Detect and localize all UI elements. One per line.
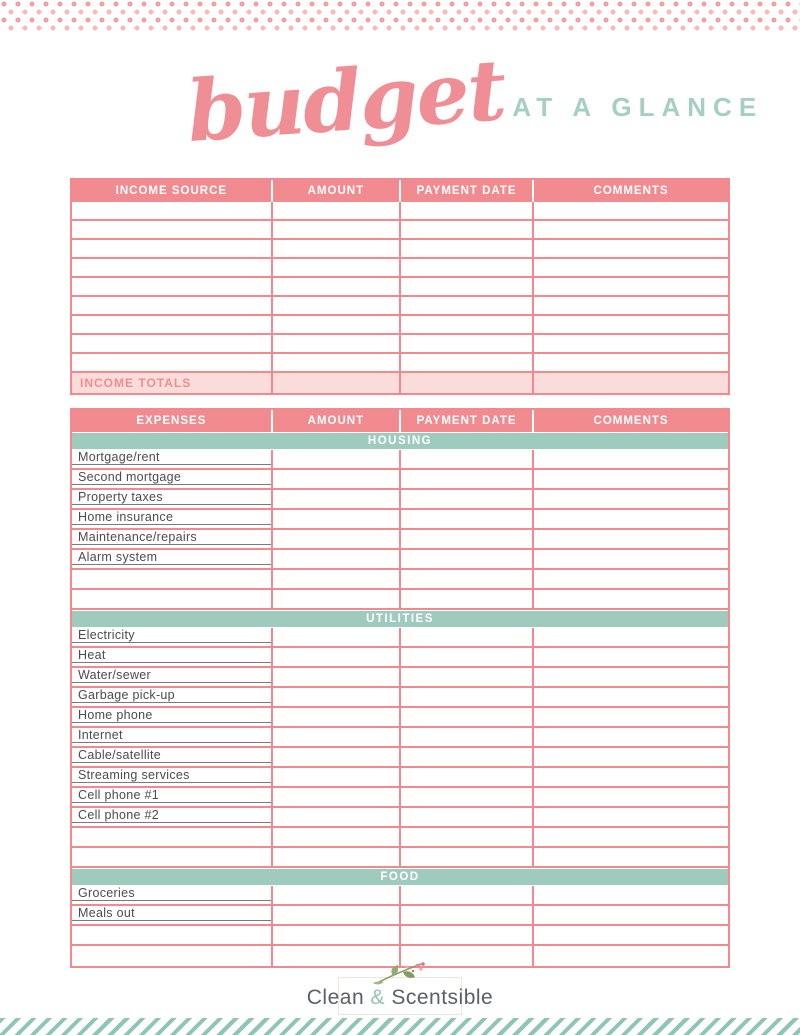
expense-row-mortgage-rent [72, 450, 728, 470]
income-cell [271, 297, 399, 314]
expense-cell [532, 728, 728, 746]
expense-cell [532, 768, 728, 786]
expense-label-streaming-services: Streaming services [72, 768, 271, 786]
expense-label-cell-phone-1: Cell phone #1 [72, 788, 271, 806]
expense-label-electricity: Electricity [72, 628, 271, 646]
brand-word-scentsible: Scentsible [391, 986, 494, 1009]
polka-dot-border [0, 0, 800, 33]
income-cell [72, 335, 271, 352]
expense-row-cell-phone-2 [72, 808, 728, 828]
expense-cell [532, 886, 728, 904]
income-totals-cell [399, 373, 532, 393]
floral-sprig-icon [371, 960, 429, 986]
section-band-food: FOOD [72, 868, 728, 886]
expense-cell [271, 906, 399, 924]
income-empty-row [72, 259, 728, 278]
income-cell [532, 221, 728, 238]
expense-cell [399, 728, 532, 746]
expenses-header-comments: COMMENTS [532, 410, 728, 432]
expense-row-alarm-system [72, 550, 728, 570]
brand-ampersand: & [370, 986, 385, 1009]
section-band-utilities: UTILITIES [72, 610, 728, 628]
expense-label-maintenance-repairs: Maintenance/repairs [72, 530, 271, 548]
expense-cell [271, 848, 399, 866]
income-empty-row [72, 297, 728, 316]
expense-cell [271, 828, 399, 846]
expense-cell [532, 510, 728, 528]
income-header-payment-date: PAYMENT DATE [399, 180, 532, 202]
expense-cell [532, 648, 728, 666]
expense-row-home-phone [72, 708, 728, 728]
expense-cell [271, 530, 399, 548]
expense-row-water-sewer [72, 668, 728, 688]
income-empty-row [72, 278, 728, 297]
income-cell [532, 297, 728, 314]
income-cell [399, 335, 532, 352]
expense-cell [271, 688, 399, 706]
expense-cell [532, 668, 728, 686]
expense-cell [399, 450, 532, 468]
income-cell [271, 202, 399, 219]
expense-cell [271, 590, 399, 608]
income-cell [532, 259, 728, 276]
expense-cell [532, 490, 728, 508]
expenses-header-row [72, 410, 728, 432]
expense-cell [271, 490, 399, 508]
expense-empty-row [72, 828, 728, 848]
income-cell [399, 202, 532, 219]
expense-row-second-mortgage [72, 470, 728, 490]
expense-label-groceries: Groceries [72, 886, 271, 904]
expense-row-cable-satellite [72, 748, 728, 768]
income-cell [532, 240, 728, 257]
expense-cell [399, 590, 532, 608]
expense-cell [399, 926, 532, 944]
income-cell [532, 278, 728, 295]
income-empty-row [72, 240, 728, 259]
income-cell [72, 297, 271, 314]
income-cell [72, 259, 271, 276]
income-header-row [72, 180, 728, 202]
expense-cell [271, 926, 399, 944]
diagonal-stripe-border [0, 1018, 800, 1035]
expense-label-cable-satellite: Cable/satellite [72, 748, 271, 766]
expense-cell [399, 708, 532, 726]
expense-row-heat [72, 648, 728, 668]
expense-cell [271, 470, 399, 488]
expense-row-property-taxes [72, 490, 728, 510]
expense-cell [399, 828, 532, 846]
brand-text [307, 986, 493, 1014]
income-cell [399, 278, 532, 295]
income-cell [532, 335, 728, 352]
expense-cell [72, 570, 271, 588]
section-band-housing: HOUSING [72, 432, 728, 450]
expense-row-internet [72, 728, 728, 748]
expense-row-cell-phone-1 [72, 788, 728, 808]
expense-cell [532, 470, 728, 488]
income-cell [72, 221, 271, 238]
income-cell [271, 354, 399, 371]
income-cell [399, 221, 532, 238]
expense-cell [399, 848, 532, 866]
expense-cell [399, 788, 532, 806]
income-cell [72, 278, 271, 295]
expense-cell [399, 886, 532, 904]
page-title [0, 38, 800, 163]
income-cell [271, 221, 399, 238]
income-cell [271, 278, 399, 295]
expense-cell [532, 590, 728, 608]
expense-cell [271, 648, 399, 666]
expense-cell [271, 708, 399, 726]
brand-word-clean: Clean [306, 986, 365, 1009]
expense-empty-row [72, 590, 728, 610]
income-totals-label: INCOME TOTALS [80, 376, 192, 390]
income-header-amount: AMOUNT [271, 180, 399, 202]
expense-row-home-insurance [72, 510, 728, 530]
expense-cell [532, 808, 728, 826]
title-caps-at-a-glance: AT A GLANCE [512, 92, 764, 122]
income-empty-row [72, 316, 728, 335]
expense-empty-row [72, 926, 728, 946]
expense-label-meals-out: Meals out [72, 906, 271, 924]
expense-cell [532, 550, 728, 568]
expense-cell [72, 926, 271, 944]
expense-label-property-taxes: Property taxes [72, 490, 271, 508]
expense-cell [399, 550, 532, 568]
income-empty-row [72, 335, 728, 354]
expense-row-streaming-services [72, 768, 728, 788]
expense-empty-row [72, 570, 728, 590]
expense-label-garbage-pick-up: Garbage pick-up [72, 688, 271, 706]
expense-row-electricity [72, 628, 728, 648]
income-totals-row [72, 373, 728, 393]
expense-cell [271, 668, 399, 686]
expense-empty-row [72, 848, 728, 868]
expense-cell [271, 728, 399, 746]
income-cell [399, 354, 532, 371]
expense-cell [532, 788, 728, 806]
expense-cell [271, 748, 399, 766]
income-cell [72, 202, 271, 219]
expense-cell [271, 570, 399, 588]
expense-cell [271, 510, 399, 528]
expense-cell [399, 668, 532, 686]
expense-cell [271, 788, 399, 806]
expense-label-heat: Heat [72, 648, 271, 666]
income-empty-row [72, 354, 728, 373]
income-cell [399, 240, 532, 257]
expense-label-cell-phone-2: Cell phone #2 [72, 808, 271, 826]
expense-cell [532, 848, 728, 866]
expense-cell [72, 590, 271, 608]
expense-cell [399, 530, 532, 548]
income-table [70, 178, 730, 395]
expense-cell [399, 490, 532, 508]
income-cell [532, 316, 728, 333]
expense-cell [271, 550, 399, 568]
expense-row-garbage-pick-up [72, 688, 728, 708]
expense-cell [532, 450, 728, 468]
income-cell [399, 259, 532, 276]
income-cell [399, 297, 532, 314]
expense-cell [399, 470, 532, 488]
expense-cell [399, 648, 532, 666]
income-cell [72, 354, 271, 371]
expense-cell [532, 828, 728, 846]
expense-cell [532, 906, 728, 924]
expense-cell [532, 628, 728, 646]
income-cell [271, 259, 399, 276]
income-cell [532, 202, 728, 219]
expense-cell [399, 748, 532, 766]
expense-cell [271, 628, 399, 646]
expense-cell [271, 768, 399, 786]
expense-label-internet: Internet [72, 728, 271, 746]
expense-label-alarm-system: Alarm system [72, 550, 271, 568]
income-cell [271, 335, 399, 352]
income-totals-cell [532, 373, 728, 393]
expense-label-home-insurance: Home insurance [72, 510, 271, 528]
income-header-income-source: INCOME SOURCE [115, 185, 228, 197]
expense-cell [399, 808, 532, 826]
expense-label-mortgage-rent: Mortgage/rent [72, 450, 271, 468]
income-header-comments: COMMENTS [532, 180, 728, 202]
expense-cell [532, 708, 728, 726]
expense-cell [399, 628, 532, 646]
income-cell [271, 316, 399, 333]
income-empty-row [72, 221, 728, 240]
expense-cell [72, 828, 271, 846]
expense-cell [399, 510, 532, 528]
expense-row-meals-out [72, 906, 728, 926]
expense-cell [271, 808, 399, 826]
income-cell [271, 240, 399, 257]
expense-row-groceries [72, 886, 728, 906]
income-cell [532, 354, 728, 371]
expenses-header-amount: AMOUNT [271, 410, 399, 432]
expense-cell [399, 906, 532, 924]
expense-cell [271, 886, 399, 904]
income-totals-cell [271, 373, 399, 393]
expense-cell [399, 570, 532, 588]
expenses-table [70, 408, 730, 968]
expense-cell [399, 768, 532, 786]
expense-cell [532, 570, 728, 588]
income-cell [72, 316, 271, 333]
title-script-budget: budget [183, 39, 508, 161]
brand-logo [0, 960, 800, 1015]
expenses-header-payment-date: PAYMENT DATE [399, 410, 532, 432]
expense-cell [532, 530, 728, 548]
expense-cell [532, 688, 728, 706]
expense-cell [271, 450, 399, 468]
expense-cell [399, 688, 532, 706]
income-cell [72, 240, 271, 257]
expense-label-water-sewer: Water/sewer [72, 668, 271, 686]
expenses-header-expenses: EXPENSES [136, 415, 207, 427]
expense-cell [532, 748, 728, 766]
expense-label-second-mortgage: Second mortgage [72, 470, 271, 488]
expense-row-maintenance-repairs [72, 530, 728, 550]
expense-cell [72, 848, 271, 866]
expense-label-home-phone: Home phone [72, 708, 271, 726]
expense-cell [532, 926, 728, 944]
income-cell [399, 316, 532, 333]
income-empty-row [72, 202, 728, 221]
